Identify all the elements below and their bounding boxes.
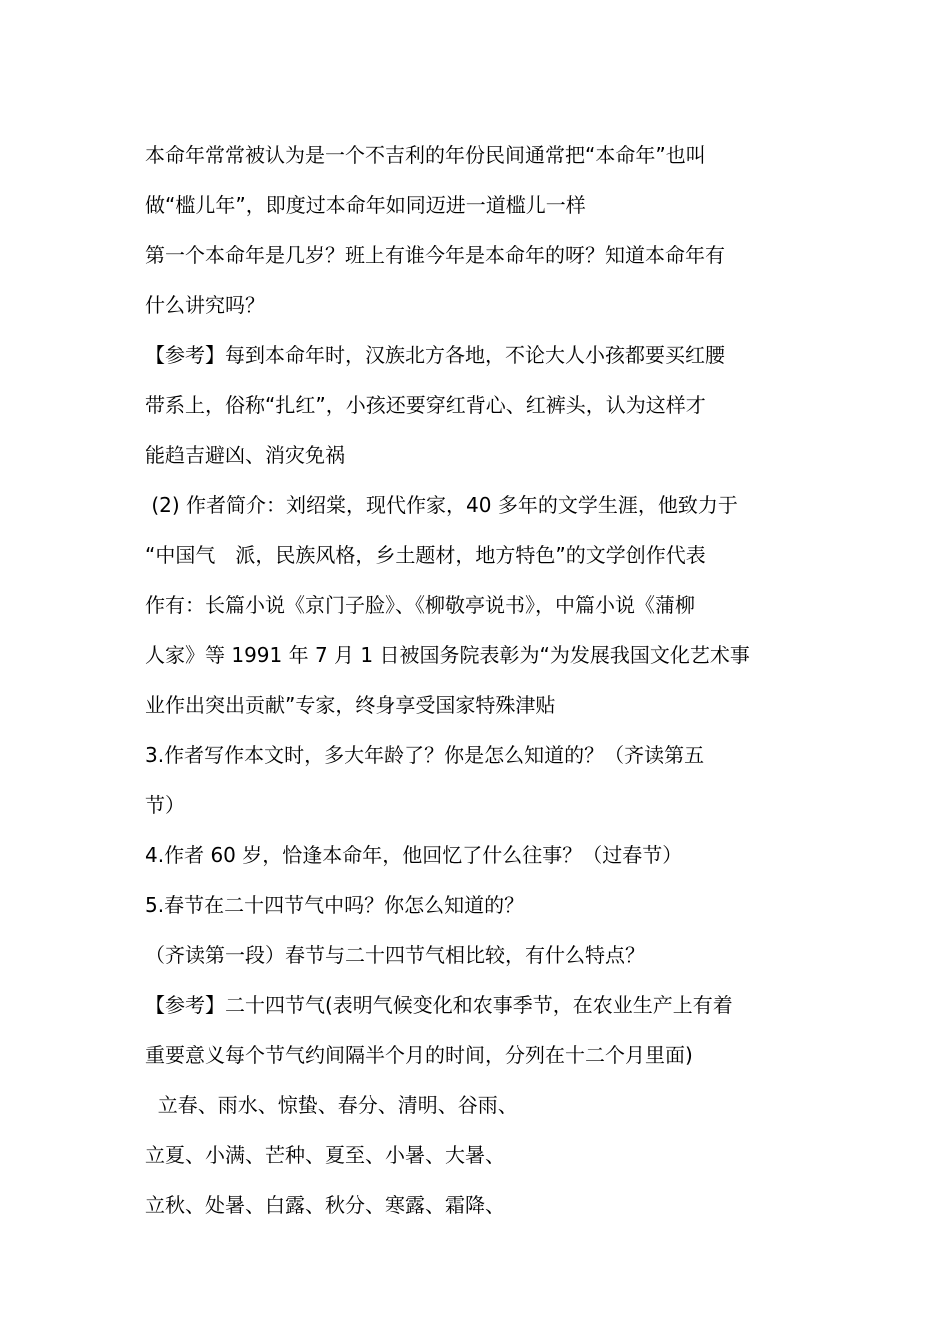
text-line: 带系上，俗称“扎红”，小孩还要穿红背心、红裤头，认为这样才 (145, 393, 706, 417)
text-line: 【参考】每到本命年时，汉族北方各地，不论大人小孩都要买红腰 (145, 343, 725, 367)
text-line: 3.作者写作本文时，多大年龄了？你是怎么知道的？（齐读第五 (145, 743, 705, 767)
text-line: (2) 作者简介：刘绍棠，现代作家，40 多年的文学生涯，他致力于 (145, 493, 738, 517)
text-line: 作有：长篇小说《京门子脸》、《柳敬亭说书》，中篇小说《蒲柳 (145, 593, 695, 617)
text-line: 4.作者 60 岁，恰逢本命年，他回忆了什么往事？（过春节） (145, 843, 683, 867)
text-line: 重要意义每个节气约间隔半个月的时间，分列在十二个月里面) (145, 1043, 693, 1067)
text-line: 第一个本命年是几岁？班上有谁今年是本命年的呀？知道本命年有 (145, 243, 725, 267)
text-line: 立夏、小满、芒种、夏至、小暑、大暑、 (145, 1143, 505, 1167)
text-line: 业作出突出贡献”专家，终身享受国家特殊津贴 (145, 693, 556, 717)
text-line: 立秋、处暑、白露、秋分、寒露、霜降、 (145, 1193, 505, 1217)
text-line: 立春、雨水、惊蛰、春分、清明、谷雨、 (145, 1093, 518, 1117)
text-line: 本命年常常被认为是一个不吉利的年份民间通常把“本命年”也叫 (145, 143, 706, 167)
text-line: （齐读第一段）春节与二十四节气相比较，有什么特点？ (145, 943, 645, 967)
text-line: 节） (145, 793, 185, 817)
text-line: 人家》等 1991 年 7 月 1 日被国务院表彰为“为发展我国文化艺术事 (145, 643, 750, 667)
text-line: 什么讲究吗？ (145, 293, 265, 317)
text-line: 【参考】二十四节气(表明气候变化和农事季节，在农业生产上有着 (145, 993, 733, 1017)
document-body (145, 130, 815, 1230)
text-line: 能趋吉避凶、消灾免祸 (145, 443, 345, 467)
text-line: “中国气 派，民族风格，乡土题材，地方特色”的文学创作代表 (145, 543, 706, 567)
text-line: 做“槛儿年”，即度过本命年如同迈进一道槛儿一样 (145, 193, 586, 217)
text-line: 5.春节在二十四节气中吗？你怎么知道的？ (145, 893, 525, 917)
